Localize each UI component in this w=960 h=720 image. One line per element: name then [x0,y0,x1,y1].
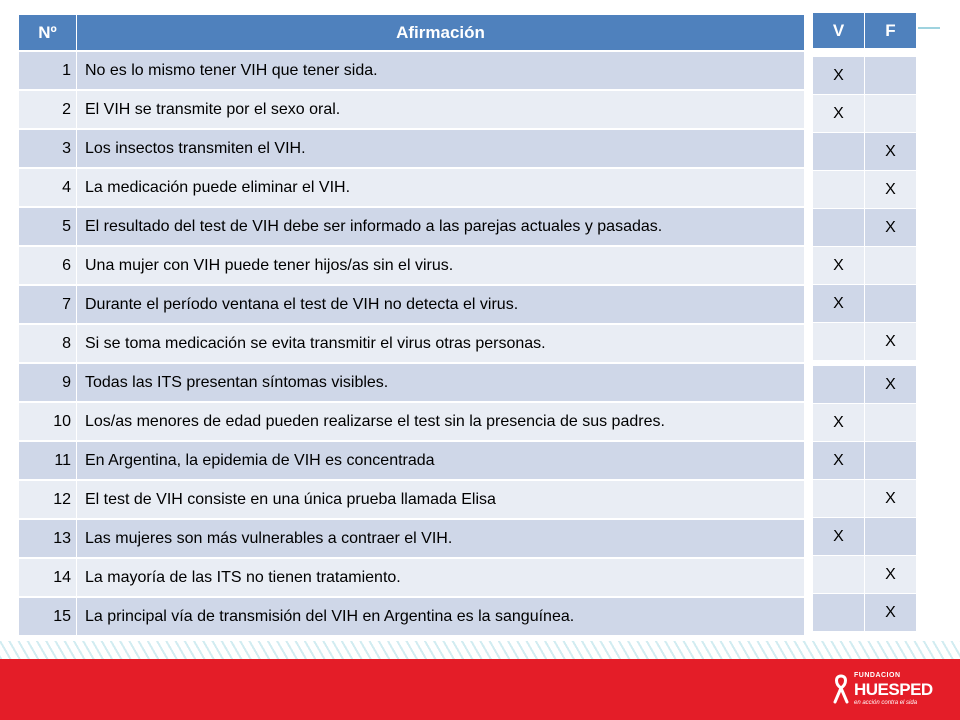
answer-false-cell: X [865,133,916,170]
table-row [19,247,804,284]
row-statement: La principal vía de transmisión del VIH en Argentina es la sanguínea. [77,598,804,635]
row-statement: Las mujeres son más vulnerables a contraer el VIH. [77,520,804,557]
header-statement: Afirmación [77,15,804,50]
logo-tagline: en acción contra el sida [854,700,918,706]
row-statement: El resultado del test de VIH debe ser informado a las parejas actuales y pasadas. [77,208,804,245]
answer-true-cell: X [813,247,864,284]
logo-line-huesped: HUESPED [854,680,933,699]
row-statement: Una mujer con VIH puede tener hijos/as sin el virus. [77,247,804,284]
answer-row [813,133,916,170]
answer-true-cell: X [813,95,864,132]
table-header-row [19,15,804,50]
answer-false-cell [865,404,916,441]
answer-row [813,480,916,517]
statements-body [19,52,804,635]
ribbon-icon [832,674,850,704]
answer-true-cell [813,594,864,631]
row-statement: La medicación puede eliminar el VIH. [77,169,804,206]
answer-false-cell: X [865,594,916,631]
row-number: 10 [19,403,77,440]
answer-false-cell: X [865,556,916,593]
answer-false-cell [865,57,916,94]
table-row [19,481,804,518]
vf-header [813,13,916,48]
answer-true-cell [813,556,864,593]
footer-hatch-pattern [0,641,960,659]
answer-false-cell [865,285,916,322]
table-row [19,286,804,323]
row-statement: Durante el período ventana el test de VIH no detecta el virus. [77,286,804,323]
row-number: 2 [19,91,77,128]
answer-true-cell [813,323,864,360]
answer-false-cell: X [865,480,916,517]
answer-row [813,57,916,94]
row-number: 15 [19,598,77,635]
answer-row [813,323,916,360]
answer-false-cell: X [865,171,916,208]
row-statement: En Argentina, la epidemia de VIH es concentrada [77,442,804,479]
table-row [19,442,804,479]
table-row [19,169,804,206]
row-statement: Los insectos transmiten el VIH. [77,130,804,167]
table-row [19,91,804,128]
answers-block-2 [813,366,916,632]
row-number: 8 [19,325,77,362]
header-true: V [813,13,864,48]
row-number: 9 [19,364,77,401]
answer-row [813,404,916,441]
row-number: 6 [19,247,77,284]
answer-true-cell [813,366,864,403]
footer-bar [0,659,960,720]
row-statement: El test de VIH consiste en una única prueba llamada Elisa [77,481,804,518]
table-row [19,325,804,362]
table-row [19,364,804,401]
answer-row [813,366,916,403]
row-statement: No es lo mismo tener VIH que tener sida. [77,52,804,89]
answer-false-cell [865,518,916,555]
answer-row [813,518,916,555]
table-row [19,598,804,635]
table-row [19,403,804,440]
row-statement: Todas las ITS presentan síntomas visibles. [77,364,804,401]
answer-true-cell: X [813,404,864,441]
row-statement: La mayoría de las ITS no tienen tratamiento. [77,559,804,596]
table-row [19,208,804,245]
answer-false-cell [865,95,916,132]
answer-true-cell [813,171,864,208]
logo-line-fundacion: FUNDACION [854,672,901,679]
answer-false-cell: X [865,366,916,403]
answer-true-cell: X [813,518,864,555]
answer-row [813,95,916,132]
row-number: 4 [19,169,77,206]
header-false: F [864,13,916,48]
row-number: 11 [19,442,77,479]
table-row [19,52,804,89]
answer-true-cell: X [813,442,864,479]
answer-true-cell [813,133,864,170]
answer-false-cell: X [865,323,916,360]
row-statement: Los/as menores de edad pueden realizarse el test sin la presencia de sus padres. [77,403,804,440]
answers-block-1 [813,57,916,361]
answer-row [813,442,916,479]
answer-row [813,594,916,631]
answer-false-cell [865,247,916,284]
table-row [19,130,804,167]
answer-true-cell: X [813,57,864,94]
answer-row [813,285,916,322]
table-row [19,520,804,557]
row-number: 3 [19,130,77,167]
row-number: 7 [19,286,77,323]
answer-true-cell [813,209,864,246]
header-number: Nº [19,15,77,50]
answer-false-cell [865,442,916,479]
statements-table [19,13,804,637]
answer-true-cell [813,480,864,517]
row-number: 14 [19,559,77,596]
table-row [19,559,804,596]
row-number: 12 [19,481,77,518]
row-statement: El VIH se transmite por el sexo oral. [77,91,804,128]
row-number: 13 [19,520,77,557]
answer-true-cell: X [813,285,864,322]
decorative-line [918,27,940,29]
answer-row [813,247,916,284]
row-statement: Si se toma medicación se evita transmitir el virus otras personas. [77,325,804,362]
answer-false-cell: X [865,209,916,246]
fundacion-huesped-logo [832,672,942,712]
row-number: 5 [19,208,77,245]
answer-row [813,556,916,593]
row-number: 1 [19,52,77,89]
answer-row [813,171,916,208]
answer-row [813,209,916,246]
